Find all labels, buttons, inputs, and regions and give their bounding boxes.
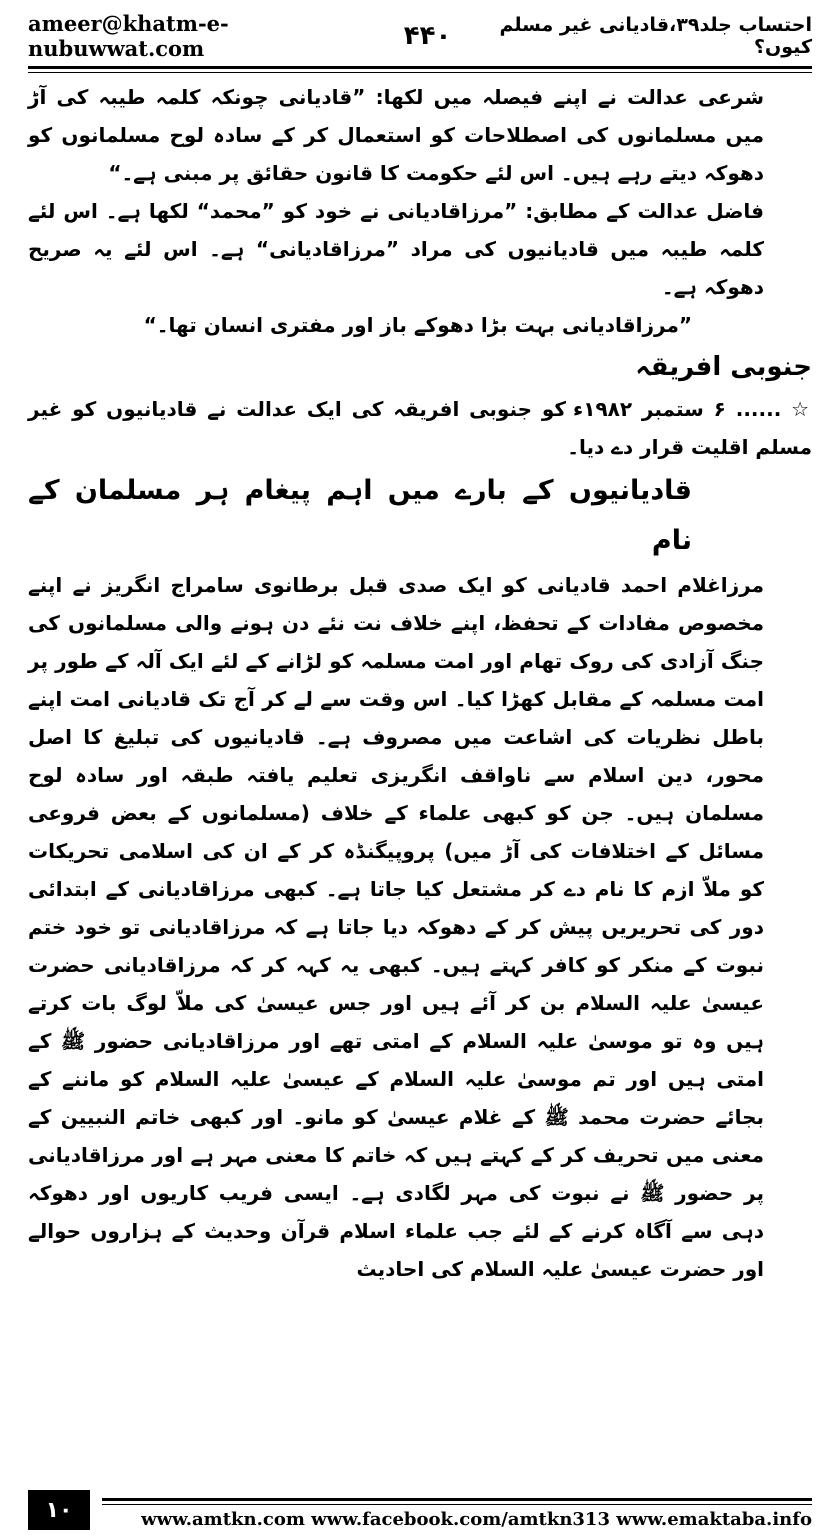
section-text-south-africa bbox=[28, 390, 812, 466]
section-heading-message: قادیانیوں کے بارے میں اہم پیغام ہر مسلمان کے نام bbox=[28, 475, 692, 556]
page-footer bbox=[28, 1490, 812, 1530]
section-body-message: مرزاغلام احمد قادیانی کو ایک صدی قبل برطانوی سامراج انگریز نے اپنے مخصوص مفادات کے تحفظ، اپنے خلاف نت نئے دن ہونے والی مسلمانوں کی جنگ آزادی کی روک تھام اور امت مسلمہ کو لڑانے کے لئے ایک آلہ کے طور پر امت مسلمہ کے مقابل کھڑا کیا۔ اس وقت سے لے کر آج تک قادیانی امت اپنے باطل نظریات کی اشاعت میں مصروف ہے۔ قادیانیوں کی تبلیغ کا اصل محور، دین اسلام سے ناواقف انگریزی تعلیم یافتہ طبقہ اور سادہ لوح مسلمان ہیں۔ جن کو کبھی علماء کے خلاف (مسلمانوں کے بعض فروعی مسائل کے اختلافات کی آڑ میں) پروپیگنڈہ کر کے ان کی اسلامی تحریکات کو ملاّ ازم کا نام دے کر مشتعل کیا جاتا ہے۔ کبھی مرزاقادیانی کے ابتدائی دور کی تحریریں پیش کر کے دھوکہ دیا جاتا ہے کہ مرزاقادیانی تو خود ختم نبوت کے منکر کو کافر کہتے ہیں۔ کبھی یہ کہہ کر کہ مرزاقادیانی حضرت عیسیٰ علیہ السلام بن کر آئے ہیں اور جس عیسیٰ کی ملاّ لوگ بات کرتے ہیں وہ تو موسیٰ علیہ السلام کے امتی تھے اور مرزاقادیانی حضور ﷺ کے امتی ہیں اور تم موسیٰ علیہ السلام کے عیسیٰ علیہ السلام کو ماننے کے بجائے حضرت محمد ﷺ کے غلام عیسیٰ کو مانو۔ اور کبھی خاتم النبیین کے معنی میں تحریف کر کے کہتے ہیں کہ خاتم کا معنی مہر ہے اور مرزاقادیانی پر حضور ﷺ نے نبوت کی مہر لگادی ہے۔ ایسی فریب کاریوں اور دھوکہ دہی سے آگاہ کرنے کے لئے جب علماء اسلام قرآن وحدیث کے ہزاروں حوالے اور حضرت عیسیٰ علیہ السلام کی احادیث bbox=[28, 573, 764, 1281]
header-rule bbox=[28, 66, 812, 73]
paragraph-court-decision: شرعی عدالت نے اپنے فیصلہ میں لکھا: ”قادیانی چونکہ کلمہ طیبہ کی آڑ میں مسلمانوں کی اصطلاحات کو استعمال کر کے سادہ لوح مسلمانوں کو دھوکہ دیتے رہے ہیں۔ اس لئے حکومت کا قانون حقائق پر مبنی ہے۔“ bbox=[28, 85, 764, 185]
south-africa-text: ...... ۶ ستمبر ۱۹۸۲ء کو جنوبی افریقہ کی ایک عدالت نے قادیانیوں کو غیر مسلم اقلیت قرار دے دیا۔ bbox=[28, 397, 812, 459]
page-number: ۴۴۰ bbox=[403, 21, 452, 51]
paragraph-quote: ”مرزاقادیانی بہت بڑا دھوکے باز اور مفتری انسان تھا۔“ bbox=[143, 313, 692, 337]
footer-right bbox=[90, 1490, 812, 1530]
paragraph-court-opinion: فاضل عدالت کے مطابق: ”مرزاقادیانی نے خود کو ”محمد“ لکھا ہے۔ اس لئے کلمہ طیبہ میں قادیانیوں کی مراد ”مرزاقادیانی“ ہے۔ اس لئے یہ صریح دھوکہ ہے۔ bbox=[28, 199, 764, 299]
star-icon: ☆ bbox=[791, 397, 812, 421]
page-header bbox=[28, 10, 812, 62]
header-email[interactable]: ameer@khatm-e-nubuwwat.com bbox=[28, 11, 229, 61]
page-content bbox=[28, 78, 812, 1288]
section-heading-south-africa: جنوبی افریقہ bbox=[635, 352, 812, 382]
footer-links[interactable]: www.amtkn.com www.facebook.com/amtkn313 www.emaktaba.info bbox=[141, 1509, 812, 1530]
footer-rule bbox=[102, 1498, 812, 1505]
footer-page-box: ۱۰ bbox=[28, 1490, 90, 1530]
book-title: احتساب جلد۳۹،قادیانی غیر مسلم کیوں؟ bbox=[499, 14, 812, 58]
header-left bbox=[28, 11, 451, 61]
